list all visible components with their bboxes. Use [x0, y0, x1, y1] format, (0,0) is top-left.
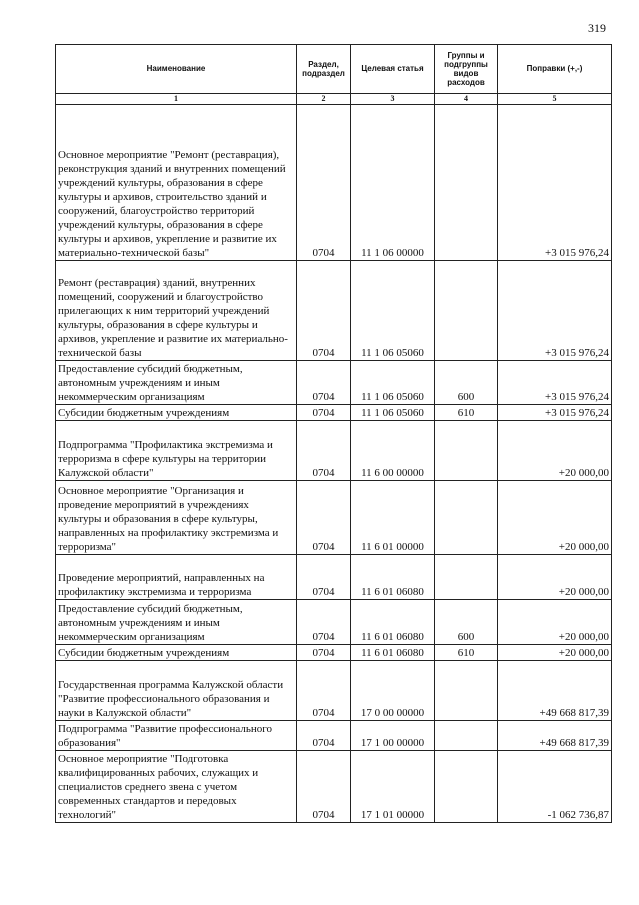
row-group [435, 261, 498, 361]
row-article: 11 6 01 00000 [351, 481, 435, 555]
row-article: 11 1 06 05060 [351, 361, 435, 405]
column-number: 2 [297, 94, 351, 105]
row-section: 0704 [297, 645, 351, 661]
row-group [435, 105, 498, 261]
row-name: Подпрограмма "Развитие профессионального образования" [56, 721, 297, 751]
header-name: Наименование [56, 45, 297, 94]
row-article: 11 1 06 00000 [351, 105, 435, 261]
row-amount: +49 668 817,39 [498, 721, 612, 751]
row-amount: +3 015 976,24 [498, 361, 612, 405]
row-amount: +3 015 976,24 [498, 405, 612, 421]
column-number-row [56, 94, 612, 105]
row-section: 0704 [297, 361, 351, 405]
row-amount: +20 000,00 [498, 600, 612, 645]
row-section: 0704 [297, 751, 351, 823]
row-amount: +3 015 976,24 [498, 105, 612, 261]
row-group [435, 751, 498, 823]
row-name: Государственная программа Калужской области "Развитие профессионального образования и науки в Калужской области" [56, 661, 297, 721]
row-article: 11 1 06 05060 [351, 405, 435, 421]
row-name: Предоставление субсидий бюджетным, автономным учреждениям и иным некоммерческим организациям [56, 600, 297, 645]
row-group: 610 [435, 645, 498, 661]
header-group: Группы и подгруппы видов расходов [435, 45, 498, 94]
table-row [56, 105, 612, 261]
row-article: 17 1 01 00000 [351, 751, 435, 823]
row-amount: -1 062 736,87 [498, 751, 612, 823]
row-amount: +20 000,00 [498, 481, 612, 555]
table-row [56, 661, 612, 721]
row-section: 0704 [297, 261, 351, 361]
budget-table [55, 44, 612, 823]
row-name: Предоставление субсидий бюджетным, автономным учреждениям и иным некоммерческим организациям [56, 361, 297, 405]
table-row [56, 481, 612, 555]
row-name: Подпрограмма "Профилактика экстремизма и терроризма в сфере культуры на территории Калужской области" [56, 421, 297, 481]
row-name: Основное мероприятие "Подготовка квалифицированных рабочих, служащих и специалистов среднего звена с учетом современных стандартов и передовых технологий" [56, 751, 297, 823]
row-amount: +49 668 817,39 [498, 661, 612, 721]
row-group: 600 [435, 600, 498, 645]
row-name: Проведение мероприятий, направленных на профилактику экстремизма и терроризма [56, 555, 297, 600]
row-name: Ремонт (реставрация) зданий, внутренних помещений, сооружений и благоустройство прилегающих к ним территорий учреждений культуры, образования в сфере культуры и архивов, укрепление и развитие их материально-технической базы [56, 261, 297, 361]
column-number: 1 [56, 94, 297, 105]
column-number: 5 [498, 94, 612, 105]
table-header-row [56, 45, 612, 94]
row-group [435, 421, 498, 481]
header-section: Раздел, подраздел [297, 45, 351, 94]
row-section: 0704 [297, 555, 351, 600]
table-row [56, 405, 612, 421]
column-number: 4 [435, 94, 498, 105]
row-section: 0704 [297, 721, 351, 751]
row-section: 0704 [297, 405, 351, 421]
row-group: 600 [435, 361, 498, 405]
row-article: 11 6 01 06080 [351, 600, 435, 645]
row-article: 11 1 06 05060 [351, 261, 435, 361]
row-section: 0704 [297, 481, 351, 555]
row-name: Субсидии бюджетным учреждениям [56, 405, 297, 421]
page-number: 319 [588, 21, 606, 35]
table-row [56, 600, 612, 645]
row-section: 0704 [297, 105, 351, 261]
table-row [56, 421, 612, 481]
row-article: 11 6 01 06080 [351, 645, 435, 661]
row-article: 17 0 00 00000 [351, 661, 435, 721]
table-row [56, 721, 612, 751]
row-amount: +20 000,00 [498, 421, 612, 481]
row-article: 11 6 00 00000 [351, 421, 435, 481]
row-article: 11 6 01 06080 [351, 555, 435, 600]
row-name: Основное мероприятие "Организация и проведение мероприятий в учреждениях культуры и образования в сфере культуры, направленных на профилактику экстремизма и терроризма" [56, 481, 297, 555]
row-article: 17 1 00 00000 [351, 721, 435, 751]
table-row [56, 645, 612, 661]
row-section: 0704 [297, 661, 351, 721]
table-row [56, 751, 612, 823]
row-section: 0704 [297, 421, 351, 481]
row-amount: +3 015 976,24 [498, 261, 612, 361]
row-group [435, 481, 498, 555]
row-group [435, 555, 498, 600]
header-amount: Поправки (+,-) [498, 45, 612, 94]
row-name: Субсидии бюджетным учреждениям [56, 645, 297, 661]
row-group: 610 [435, 405, 498, 421]
column-number: 3 [351, 94, 435, 105]
table-row [56, 261, 612, 361]
table-row [56, 361, 612, 405]
row-group [435, 661, 498, 721]
row-name: Основное мероприятие "Ремонт (реставрация), реконструкция зданий и внутренних помещений учреждений культуры, образования в сфере культуры и архивов, строительство зданий и сооружений, благоустройство территорий учреждений культуры, образования в сфере культуры и архивов, укрепление и развитие их материально-технической базы" [56, 105, 297, 261]
header-article: Целевая статья [351, 45, 435, 94]
row-group [435, 721, 498, 751]
table-row [56, 555, 612, 600]
row-section: 0704 [297, 600, 351, 645]
row-amount: +20 000,00 [498, 645, 612, 661]
row-amount: +20 000,00 [498, 555, 612, 600]
